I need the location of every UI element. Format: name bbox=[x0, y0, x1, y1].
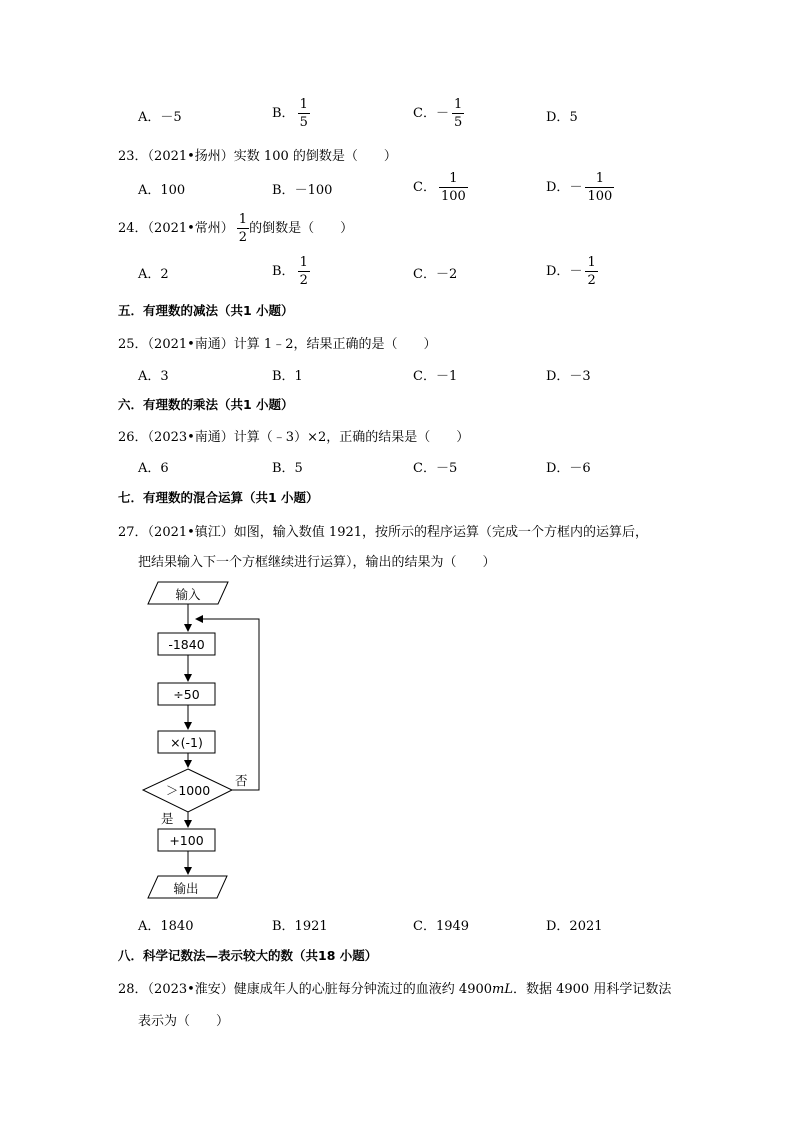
fraction bbox=[298, 256, 310, 287]
flow-input-label: 输入 bbox=[175, 587, 201, 602]
option-letter: D． bbox=[546, 110, 570, 125]
q24-option-a[interactable] bbox=[138, 263, 169, 282]
fraction-denominator: 5 bbox=[453, 115, 463, 130]
fraction bbox=[452, 98, 464, 129]
q24-option-b[interactable] bbox=[272, 256, 310, 287]
question-25-stem: 25．（2021•南通）计算 1﹣2，结果正确的是（ ） bbox=[118, 337, 437, 352]
q27-option-c[interactable]: C．1949 bbox=[413, 919, 470, 934]
fraction-numerator: 1 bbox=[299, 255, 308, 270]
q24-option-c[interactable] bbox=[413, 263, 457, 282]
q23-option-c[interactable] bbox=[413, 172, 468, 203]
option-value: 2 bbox=[160, 267, 169, 282]
option-sign: － bbox=[435, 106, 449, 121]
section-heading-6: 六．有理数的乘法（共1 小题） bbox=[118, 397, 294, 412]
fraction-numerator: 1 bbox=[299, 97, 308, 112]
option-value: 5 bbox=[173, 110, 182, 125]
question-28-text-b: ．数据 4900 用科学记数法 bbox=[512, 982, 672, 997]
q22-option-b[interactable] bbox=[272, 98, 310, 129]
question-prefix: 24．（2021•常州） bbox=[118, 221, 234, 236]
option-value: 100 bbox=[307, 183, 333, 198]
q25-option-b[interactable]: B．1 bbox=[272, 369, 303, 384]
flow-step-add-label: +100 bbox=[169, 833, 204, 848]
q22-option-c[interactable] bbox=[413, 98, 464, 129]
question-suffix: 的倒数是（ ） bbox=[249, 221, 354, 236]
question-27-stem-line1: 27．（2021•镇江）如图，输入数值 1921，按所示的程序运算（完成一个方框内的运算后， bbox=[118, 525, 649, 540]
option-sign: － bbox=[294, 183, 308, 198]
option-value: 100 bbox=[160, 183, 186, 198]
q24-option-d[interactable] bbox=[546, 256, 598, 287]
q25-option-d[interactable]: D．－3 bbox=[546, 369, 591, 384]
flow-output-label: 输出 bbox=[173, 881, 199, 896]
q23-option-d[interactable] bbox=[546, 172, 614, 203]
question-23-stem: 23．（2021•扬州）实数 100 的倒数是（ ） bbox=[118, 149, 397, 164]
question-28-stem-line2: 表示为（ ） bbox=[138, 1014, 230, 1029]
flow-decision-label: ＞1000 bbox=[165, 783, 211, 798]
fraction bbox=[585, 172, 614, 203]
option-letter: D． bbox=[546, 264, 570, 279]
question-28-text-a: 28．（2023•淮安）健康成年人的心脏每分钟流过的血液约 4900 bbox=[118, 982, 493, 997]
fraction-denominator: 2 bbox=[587, 273, 596, 288]
option-letter: C． bbox=[413, 267, 436, 282]
flow-no-label: 否 bbox=[235, 773, 248, 788]
fraction-numerator: 1 bbox=[238, 212, 248, 227]
q26-option-a[interactable]: A．6 bbox=[138, 461, 169, 476]
option-sign: － bbox=[435, 267, 449, 282]
option-letter: C． bbox=[413, 106, 436, 121]
q25-option-c[interactable]: C．－1 bbox=[413, 369, 458, 384]
flow-step-divide-label: ÷50 bbox=[173, 687, 200, 702]
fraction-denominator: 5 bbox=[299, 115, 308, 130]
option-letter: C． bbox=[413, 180, 436, 195]
q27-option-b[interactable]: B．1921 bbox=[272, 919, 328, 934]
q27-option-d[interactable]: D．2021 bbox=[546, 919, 603, 934]
fraction-numerator: 1 bbox=[453, 97, 463, 112]
q27-option-a[interactable]: A．1840 bbox=[138, 919, 194, 934]
fraction bbox=[439, 172, 468, 203]
q26-option-d[interactable]: D．－6 bbox=[546, 461, 591, 476]
fraction-numerator: 1 bbox=[449, 171, 458, 186]
fraction-numerator: 1 bbox=[587, 255, 596, 270]
q26-option-b[interactable]: B．5 bbox=[272, 461, 303, 476]
fraction-denominator: 100 bbox=[587, 189, 613, 204]
option-value: 2 bbox=[448, 267, 458, 282]
flow-yes-label: 是 bbox=[161, 811, 174, 826]
q23-option-a[interactable] bbox=[138, 179, 185, 198]
option-sign: － bbox=[160, 110, 174, 125]
question-26-stem: 26．（2023•南通）计算（﹣3）×2，正确的结果是（ ） bbox=[118, 430, 470, 445]
flow-step-subtract-label: -1840 bbox=[168, 637, 205, 652]
question-28-unit: mL bbox=[492, 982, 513, 997]
option-sign: － bbox=[569, 180, 583, 195]
option-letter: A． bbox=[138, 110, 161, 125]
option-sign: － bbox=[569, 264, 583, 279]
q26-option-c[interactable]: C．－5 bbox=[413, 461, 458, 476]
option-letter: B． bbox=[272, 183, 295, 198]
question-27-stem-line2: 把结果输入下一个方框继续进行运算），输出的结果为（ ） bbox=[138, 555, 496, 570]
fraction-denominator: 100 bbox=[440, 189, 466, 204]
section-heading-8: 八．科学记数法—表示较大的数（共18 小题） bbox=[118, 948, 378, 963]
flowchart bbox=[130, 575, 280, 905]
q23-option-b[interactable] bbox=[272, 179, 332, 198]
option-value: 5 bbox=[569, 110, 578, 125]
option-letter: B． bbox=[272, 106, 295, 121]
option-letter: A． bbox=[138, 183, 161, 198]
q22-option-d[interactable] bbox=[546, 106, 578, 125]
q22-option-a[interactable] bbox=[138, 106, 182, 125]
section-heading-5: 五．有理数的减法（共1 小题） bbox=[118, 303, 294, 318]
q25-option-a[interactable]: A．3 bbox=[138, 369, 169, 384]
fraction-denominator: 2 bbox=[299, 273, 308, 288]
fraction bbox=[585, 256, 597, 287]
option-letter: B． bbox=[272, 264, 295, 279]
option-letter: A． bbox=[138, 267, 161, 282]
question-24-stem bbox=[118, 213, 353, 244]
fraction-numerator: 1 bbox=[595, 171, 604, 186]
flow-step-multiply-label: ×(-1) bbox=[170, 735, 203, 750]
fraction bbox=[237, 213, 249, 244]
question-28-stem-line1 bbox=[118, 978, 671, 997]
option-letter: D． bbox=[546, 180, 570, 195]
fraction-denominator: 2 bbox=[238, 230, 248, 245]
fraction bbox=[298, 98, 310, 129]
section-heading-7: 七．有理数的混合运算（共1 小题） bbox=[118, 490, 319, 505]
